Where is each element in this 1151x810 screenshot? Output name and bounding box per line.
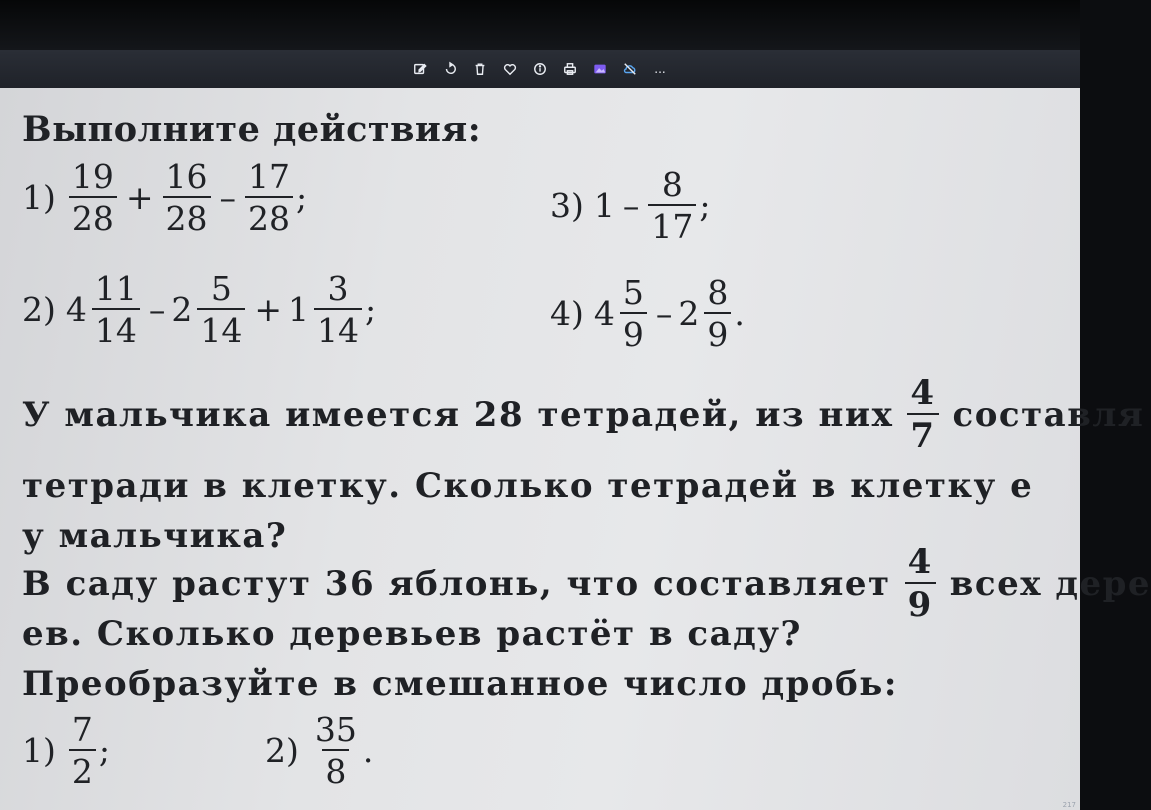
- gallery-icon[interactable]: [590, 59, 610, 79]
- fraction: [69, 157, 117, 238]
- whole-number: 2: [678, 294, 700, 333]
- numerator: 35: [314, 710, 357, 749]
- whole-number: 1: [288, 290, 310, 329]
- numerator: 11: [94, 269, 137, 308]
- fraction: [163, 157, 211, 238]
- print-icon[interactable]: [560, 59, 580, 79]
- fraction: [312, 710, 360, 791]
- terminator: .: [362, 731, 374, 770]
- exercise-4: [550, 273, 745, 354]
- denominator: 9: [620, 312, 647, 351]
- problem-text: составля: [952, 394, 1145, 435]
- denominator: 28: [163, 196, 211, 235]
- problem-1-line-2: тетради в клетку. Сколько тетрадей в клетку е: [22, 466, 1034, 506]
- denominator: 14: [197, 308, 245, 347]
- problem-2-line-2: ев. Сколько деревьев растёт в саду?: [22, 614, 802, 654]
- problem-text: В саду растут 36 яблонь, что составляет: [22, 563, 891, 604]
- whole-number: 2: [171, 290, 193, 329]
- numerator: 19: [71, 157, 114, 196]
- terminator: ;: [699, 186, 711, 225]
- operator: –: [148, 290, 166, 329]
- denominator: 28: [69, 196, 117, 235]
- whole-number: 4: [65, 290, 87, 329]
- fraction: [648, 165, 696, 246]
- exercise-label: 2): [265, 731, 299, 770]
- terminator: ;: [296, 178, 308, 217]
- problem-1-line-3: у мальчика?: [22, 516, 288, 556]
- denominator: 14: [314, 308, 362, 347]
- fraction: [245, 157, 293, 238]
- numerator: 5: [622, 273, 644, 312]
- denominator: 8: [322, 749, 349, 788]
- fraction: [92, 269, 140, 350]
- problem-text: всех дере: [949, 563, 1151, 604]
- operator: +: [254, 290, 283, 329]
- denominator: 9: [704, 312, 731, 351]
- exercise-mixed-1: [22, 710, 110, 791]
- fraction: [314, 269, 362, 350]
- trash-icon[interactable]: [470, 59, 490, 79]
- exercise-label: 2): [22, 290, 56, 329]
- operator: +: [125, 178, 154, 217]
- exercise-label: 1): [22, 178, 56, 217]
- problem-1-line-1: [22, 373, 1145, 456]
- numerator: 16: [165, 157, 208, 196]
- numerator: 17: [248, 157, 291, 196]
- photo-viewer-toolbar: [0, 50, 1080, 88]
- fraction: [197, 269, 245, 350]
- rotate-icon[interactable]: [440, 59, 460, 79]
- exercise-mixed-2: [265, 710, 374, 791]
- exercise-label: 1): [22, 731, 56, 770]
- fraction: [704, 273, 731, 354]
- fraction: [620, 273, 647, 354]
- cloud-off-icon[interactable]: [620, 59, 640, 79]
- terminator: ;: [365, 290, 377, 329]
- exercise-1: [22, 157, 308, 238]
- monitor-bezel: [0, 0, 1080, 50]
- denominator: 7: [907, 413, 938, 453]
- problem-2-line-1: [22, 542, 1151, 625]
- exercise-label: 3): [550, 186, 584, 225]
- worksheet-photo: [0, 88, 1151, 810]
- numerator: 7: [71, 710, 93, 749]
- operator: –: [219, 178, 237, 217]
- denominator: 14: [92, 308, 140, 347]
- exercise-2: [22, 269, 377, 350]
- exercise-label: 4): [550, 294, 584, 333]
- numerator: 3: [327, 269, 349, 308]
- task-heading: Выполните действия:: [22, 109, 482, 150]
- fraction: [905, 542, 936, 625]
- numerator: 8: [707, 273, 729, 312]
- info-icon[interactable]: [530, 59, 550, 79]
- numerator: 8: [661, 165, 683, 204]
- numerator: 5: [210, 269, 232, 308]
- corner-number: 217: [1062, 801, 1076, 809]
- operator: –: [622, 186, 640, 225]
- whole-number: 1: [593, 186, 615, 225]
- terminator: .: [734, 294, 745, 333]
- numerator: 4: [907, 542, 933, 582]
- more-options-button[interactable]: ...: [654, 62, 666, 76]
- denominator: 17: [648, 204, 696, 243]
- terminator: ;: [98, 731, 110, 770]
- heart-icon[interactable]: [500, 59, 520, 79]
- exercise-3: [550, 165, 711, 246]
- denominator: 9: [905, 582, 936, 622]
- task-3-heading: Преобразуйте в смешанное число дробь:: [22, 664, 898, 704]
- denominator: 2: [69, 749, 96, 788]
- whole-number: 4: [593, 294, 615, 333]
- numerator: 4: [910, 373, 936, 413]
- fraction: [69, 710, 96, 791]
- problem-text: У мальчика имеется 28 тетрадей, из них: [22, 394, 894, 435]
- fraction: [907, 373, 938, 456]
- operator: –: [655, 294, 673, 333]
- denominator: 28: [245, 196, 293, 235]
- edit-icon[interactable]: [410, 59, 430, 79]
